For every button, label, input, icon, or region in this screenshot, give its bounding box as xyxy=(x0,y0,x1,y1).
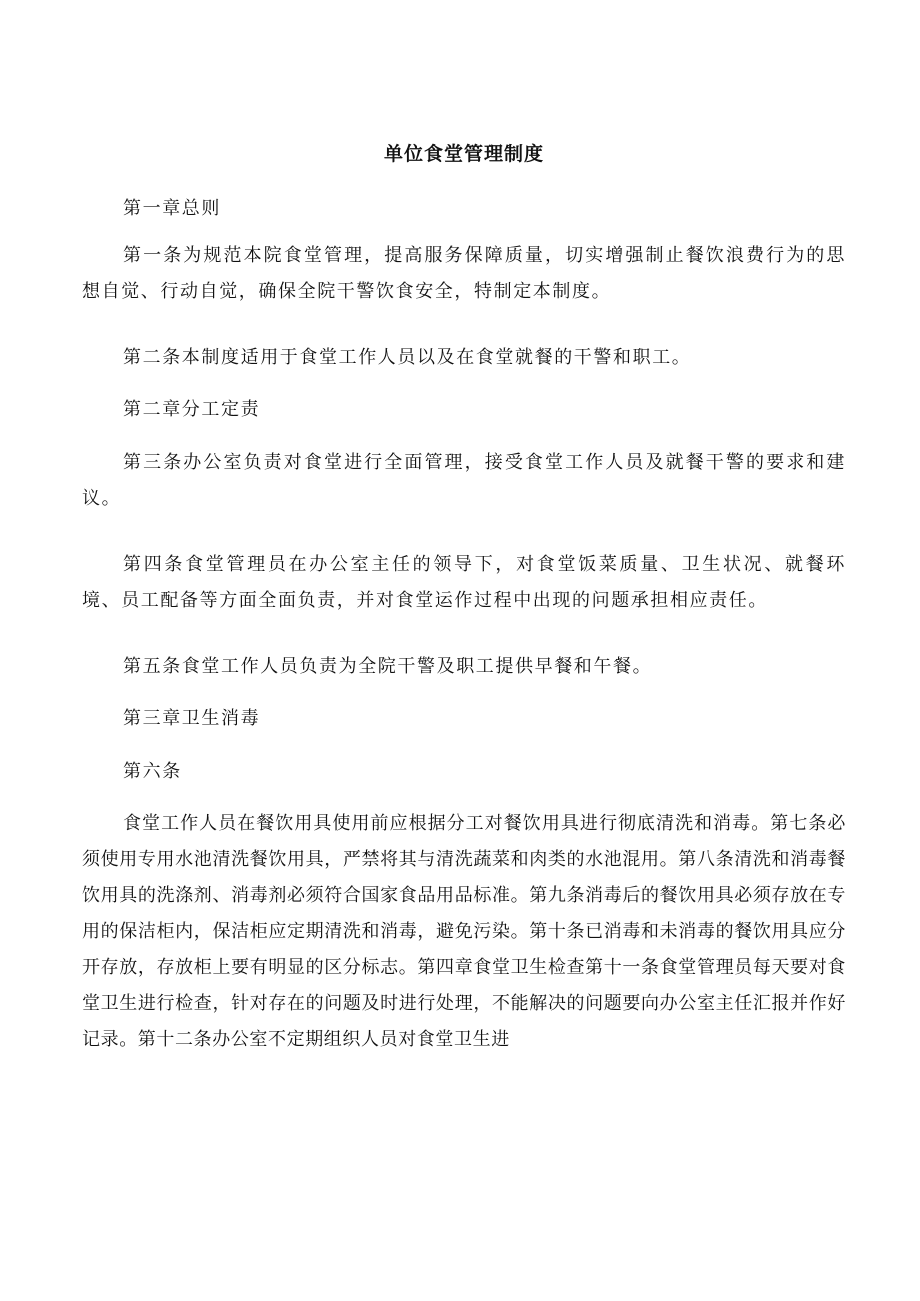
chapter-heading-1: 第一章总则 xyxy=(123,198,221,219)
article-5: 第五条食堂工作人员负责为全院干警及职工提供早餐和午餐。 xyxy=(123,656,653,677)
article-3: 第三条办公室负责对食堂进行全面管理，接受食堂工作人员及就餐干警的要求和建议。 xyxy=(82,452,846,509)
chapter-heading-2: 第二章分工定责 xyxy=(123,399,261,420)
article-1: 第一条为规范本院食堂管理，提高服务保障质量，切实增强制止餐饮浪费行为的思想自觉、行动自觉，确保全院干警饮食安全，特制定本制度。 xyxy=(82,245,846,302)
article-4: 第四条食堂管理员在办公室主任的领导下，对食堂饭菜质量、卫生状况、就餐环境、员工配备等方面全面负责，并对食堂运作过程中出现的问题承担相应责任。 xyxy=(82,554,846,611)
chapter-heading-3: 第三章卫生消毒 xyxy=(123,708,261,729)
document-title: 单位食堂管理制度 xyxy=(383,143,544,165)
article-6-body: 食堂工作人员在餐饮用具使用前应根据分工对餐饮用具进行彻底清洗和消毒。第七条必须使用专用水池清洗餐饮用具，严禁将其与清洗蔬菜和肉类的水池混用。第八条清洗和消毒餐饮用具的洗涤剂、消毒剂必须符合国家食品用品标准。第九条消毒后的餐饮用具必须存放在专用的保洁柜内，保洁柜应定期清洗和消毒，避免污染。第十条已消毒和未消毒的餐饮用具应分开存放，存放柜上要有明显的区分标志。第四章食堂卫生检查第十一条食堂管理员每天要对食堂卫生进行检查，针对存在的问题及时进行处理，不能解决的问题要向办公室主任汇报并作好记录。第十二条办公室不定期组织人员对食堂卫生进 xyxy=(82,813,846,1050)
article-2: 第二条本制度适用于食堂工作人员以及在食堂就餐的干警和职工。 xyxy=(123,347,692,368)
article-6-heading: 第六条 xyxy=(123,761,182,782)
